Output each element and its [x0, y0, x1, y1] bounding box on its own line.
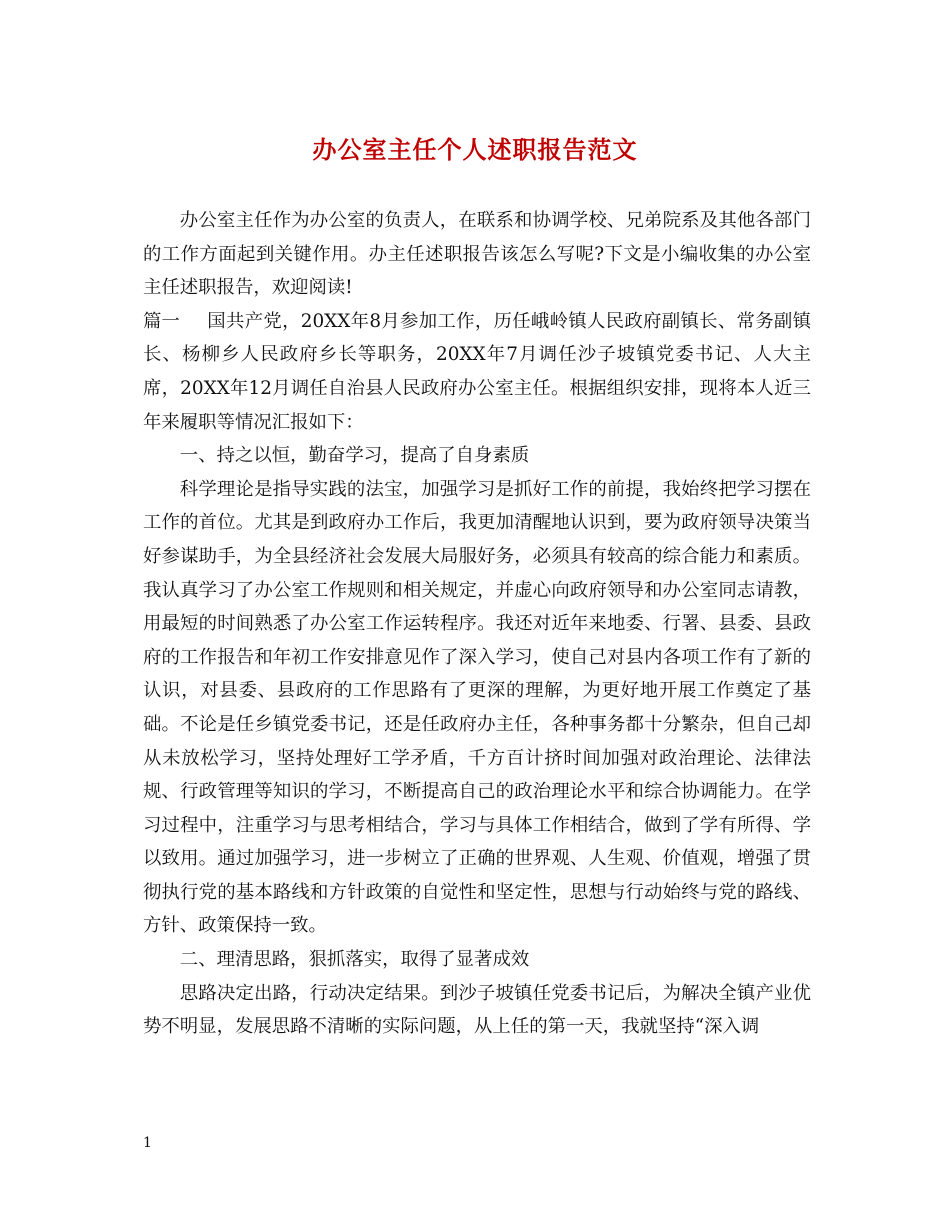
section-heading-two: 二、理清思路，狠抓落实，取得了显著成效	[179, 949, 530, 971]
part-one-paragraph	[143, 305, 811, 439]
section-heading-one: 一、持之以恒，勤奋学习，提高了自身素质	[179, 445, 530, 467]
document-title: 办公室主任个人述职报告范文	[312, 135, 638, 164]
section-one-paragraph: 科学理论是指导实践的法宝，加强学习是抓好工作的前提，我始终把学习摆在工作的首位。尤其是到政府办工作后，我更加清醒地认识到，要为政府领导决策当好参谋助手，为全县经济社会发展大局服好务，必须具有较高的综合能力和素质。我认真学习了办公室工作规则和相关规定，并虚心向政府领导和办公室同志请教，用最短的时间熟悉了办公室工作运转程序。我还对近年来地委、行署、县委、县政府的工作报告和年初工作安排意见作了深入学习，使自己对县内各项工作有了新的认识，对县委、县政府的工作思路有了更深的理解，为更好地开展工作奠定了基础。不论是任乡镇党委书记，还是任政府办主任，各种事务都十分繁杂，但自己却从未放松学习，坚持处理好工学矛盾，千方百计挤时间加强对政治理论、法律法规、行政管理等知识的学习，不断提高自己的政治理论水平和综合协调能力。在学习过程中，注重学习与思考相结合，学习与具体工作相结合，做到了学有所得、学以致用。通过加强学习，进一步树立了正确的世界观、人生观、价值观，增强了贯彻执行党的基本路线和方针政策的自觉性和坚定性，思想与行动始终与党的路线、方针、政策保持一致。	[143, 478, 811, 937]
document-body	[143, 204, 811, 1044]
section-two-paragraph: 思路决定出路，行动决定结果。到沙子坡镇任党委书记后，为解决全镇产业优势不明显，发展思路不清晰的实际问题，从上任的第一天，我就坚持“深入调	[143, 982, 811, 1038]
part-label: 篇一	[143, 310, 180, 332]
part-one-text: 国共产党，20XX年8月参加工作，历任峨岭镇人民政府副镇长、常务副镇长、杨柳乡人民政府乡长等职务，20XX年7月调任沙子坡镇党委书记、人大主席，20XX年12月调任自治县人民政府办公室主任。根据组织安排，现将本人近三年来履职等情况汇报如下：	[143, 310, 811, 433]
intro-paragraph: 办公室主任作为办公室的负责人，在联系和协调学校、兄弟院系及其他各部门的工作方面起到关键作用。办主任述职报告该怎么写呢?下文是小编收集的办公室主任述职报告，欢迎阅读!	[143, 210, 811, 299]
page-number: 1	[143, 1135, 152, 1151]
